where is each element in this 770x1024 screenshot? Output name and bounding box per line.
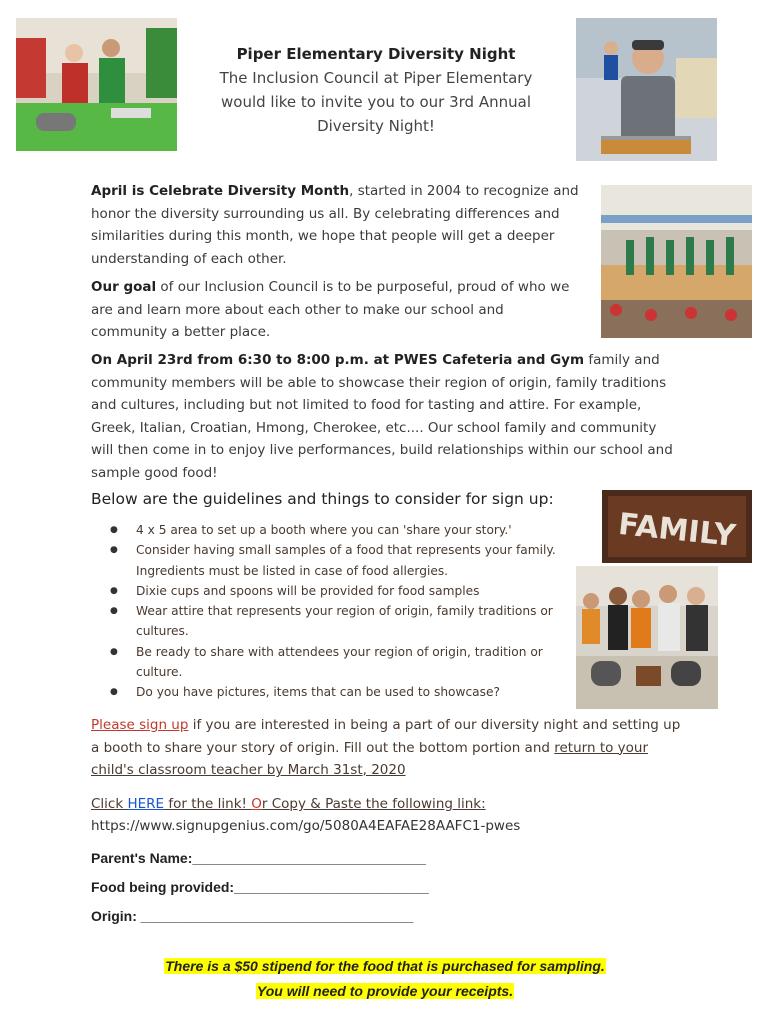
event-heading: On April 23rd from 6:30 to 8:00 p.m. at PWES Cafeteria and Gym [91,352,585,368]
food-provided-label: Food being provided: [91,879,235,895]
list-item: ● Be ready to share with attendees your region of origin, tradition or culture. [110,642,565,683]
goal-text: of our Inclusion Council is to be purposeful, proud of who we are and learn more about each other to make our school and community a better place. [91,279,570,340]
intro-paragraph [91,180,586,270]
intro-heading: April is Celebrate Diversity Month [91,183,350,199]
food-provided-field[interactable] [91,879,429,895]
invite-line: The Inclusion Council at Piper Elementary [219,69,533,87]
parent-name-blank: :______________________________ [187,850,426,866]
click-rest: r Copy & Paste the following link: [261,796,486,812]
stipend-note-line1 [0,958,770,974]
click-prefix: Click [91,796,128,812]
photo-volunteers-food-table [16,18,177,151]
parent-name-field[interactable] [91,850,426,866]
photo-family-sign [602,490,752,563]
event-paragraph [91,349,676,484]
list-item: ● Consider having small samples of a food that represents your family. Ingredients must be listed in case of food allergies. [110,540,565,581]
signup-text: if you are interested in being a part of our diversity night and setting up a booth to share your story of origin. Fill out the bottom portion and [91,717,681,756]
food-provided-blank: _________________________ [234,879,429,895]
guidelines-title: Below are the guidelines and things to consider for sign up: [91,490,554,508]
origin-blank: ___________________________________ [140,908,414,924]
stipend-text: There is a $50 stipend for the food that is purchased for sampling. [165,958,605,974]
origin-field[interactable] [91,908,413,924]
invite-line: would like to invite you to our 3rd Annual [221,93,531,111]
stipend-note-line2 [0,983,770,999]
list-item: ● Do you have pictures, items that can be used to showcase? [110,682,565,702]
photo-family-group [576,566,718,709]
list-item: ● Dixie cups and spoons will be provided for food samples [110,581,565,601]
goal-heading: Our goal [91,279,157,295]
click-here-line [91,793,486,816]
photo-man-with-food-tray [576,18,717,161]
family-sign-text: FAMILY [616,506,738,555]
goal-paragraph [91,276,583,344]
list-item: ● 4 x 5 area to set up a booth where you can 'share your story.' [110,520,565,540]
receipts-text: You will need to provide your receipts. [256,983,514,999]
or-letter: O [251,796,262,812]
invitation-header [195,42,557,138]
here-link[interactable]: HERE [127,796,165,812]
parent-name-label: Parent's Name [91,850,188,866]
please-sign-up-link[interactable]: Please sign up [91,717,189,733]
list-item: ● Wear attire that represents your region of origin, family traditions or cultures. [110,601,565,642]
guidelines-list [110,520,565,703]
signup-url[interactable]: https://www.signupgenius.com/go/5080A4EAFAE28AAFC1-pwes [91,818,521,834]
click-middle: for the link! [164,796,252,812]
origin-label: Origin: [91,908,141,924]
signup-paragraph [91,714,691,782]
photo-dancers-gym [601,185,752,338]
event-title: Piper Elementary Diversity Night [236,45,516,63]
event-text: family and community members will be able to showcase their region of origin, family traditions and cultures, including but not limited to food for tasting and attire. For example, Greek, Italian, Croatian, Hmong, Cherokee, etc.... Our school family and community will then come in to enjoy live performances, build relationships within our school and sample good food! [91,352,673,481]
return-deadline: return to your child's classroom teacher by March 31st, 2020 [91,739,649,778]
invite-line: Diversity Night! [317,117,435,135]
intro-text: , started in 2004 to recognize and honor the diversity surrounding us all. By celebrating differences and similarities during this month, we hope that people will get a deeper understanding of each other. [91,183,579,267]
